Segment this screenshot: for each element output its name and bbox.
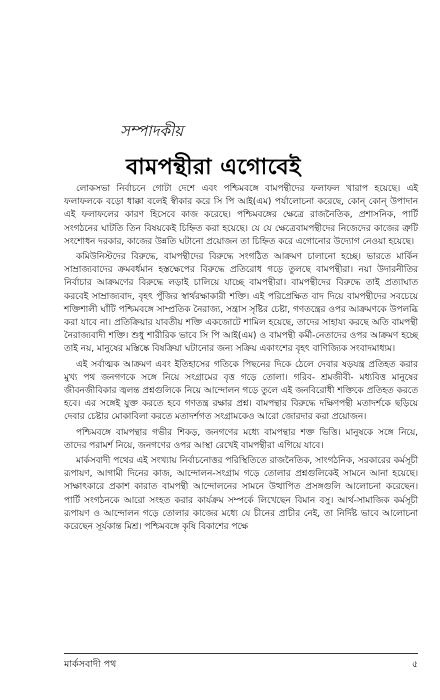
- editorial-title: বামপন্থীরা এগোবেই: [126, 155, 302, 180]
- section-kicker: সম্পাদকীয়: [120, 122, 184, 140]
- editorial-body: [64, 183, 418, 534]
- paragraph-4: পশ্চিমবঙ্গে বামপন্থার গভীর শিকড়, জনগণের মধ্যে বামপন্থার শক্ত ভিত্তি। মানুষকে সঙ্গে নিয়ে, তাদের পরামর্শ নিয়ে, জনগণের ওপর আস্থা রেখেই বামপন্থীরা এগিয়ে যাবে।: [64, 427, 418, 451]
- paragraph-3: এই সর্বাত্মক আক্রমণ এবং ইতিহাসের গতিকে পিছনের দিকে ঠেলে দেবার ষড়যন্ত্র প্রতিহত করার মুখ্য পথ জনগণকে সঙ্গে নিয়ে সংগ্রামের বৃত্ত গড়ে তোলা। গরিব- শ্রমজীবী- মধ্যবিত্ত মানুষের জীবনজীবিকার জ্বলন্ত প্রশ্নগুলিকে নিয়ে আন্দোলন গড়ে তুলে এই জনবিরোধী শক্তিকে প্রতিহত করতে হবে। এর সঙ্গেই যুক্ত করতে হবে গণতন্ত্র রক্ষার প্রশ্ন। বামপন্থার বিরুদ্ধে দক্ষিণপন্থী মতাদর্শকে ছড়িয়ে দেবার চেষ্টার মোকাবিলা করতে মতাদর্শগত সংগ্রামকেও আরো জোরদার করা প্রয়োজন।: [64, 359, 418, 423]
- page-number: ৫: [411, 659, 418, 670]
- paragraph-1: লোকসভা নির্বাচনে গোটা দেশে এবং পশ্চিমবঙ্গে বামপন্থীদের ফলাফল খারাপ হয়েছে। এই ফলাফলকে বড়ো ধাক্কা বলেই স্বীকার করে সি পি আই(এম) পর্যালোচনা করেছে, কোন্ কোন্ উপাদান এই ফলাফলের কারণ হিসেবে কাজ করেছে। পশ্চিমবঙ্গের ক্ষেত্রে রাজনৈতিক, প্রশাসনিক, পার্টি সংগঠনের ঘাটতি তিন বিষয়কেই চিহ্নিত করা হয়েছে। যে যে ক্ষেত্রেবামপন্থীদের নিজেদের কাজের ত্রুটি সংশোধন দরকার, কাজের উন্নতি ঘটানো প্রয়োজন তা চিহ্নিত করে এগোনোর উদ্যোগ নেওয়া হয়েছে।: [64, 184, 418, 247]
- paragraph-2: কমিউনিস্টদের বিরুদ্ধে, বামপন্থীদের বিরুদ্ধে সংগঠিত আক্রমণ চালানো হচ্ছে। ভারতে মার্কিন সাম্রাজ্যবাদের ক্রমবর্ধমান হস্তক্ষেপের বিরুদ্ধে প্রতিরোধ গড়ে তুলছে বামপন্থীরা। নয়া উদারনীতির নির্বাচার আক্রমণের বিরুদ্ধে লড়াই চালিয়ে যাচ্ছে বামপন্থীরা। বামপন্থীদের বিরুদ্ধে তাই প্রত্যাঘাত করবেই সাম্রাজ্যবাদ, বৃহৎ পুঁজির স্বার্থরক্ষাকারী শক্তি। এই পরিপ্রেক্ষিত বাদ দিয়ে বামপন্থীদের সবচেয়ে শক্তিশালী ঘাঁটি পশ্চিমবঙ্গে সাম্প্রতিক নৈরাজ্য, সন্ত্রাস সৃষ্টির চেষ্টা, গণতন্ত্রের ওপর আক্রমণকে উপলব্ধি করা যাবে না। প্রতিক্রিয়ার যাবতীয় শক্তি একজোটে শামিল হয়েছে, তাদের সাহায্য করছে অতি বামপন্থী নৈরাজ্যবাদী শক্তি। শুধু শারীরিক ভাবে সি পি আই(এম) ও বামপন্থী কর্মী-নেতাদের ওপর আক্রমণ হচ্ছে তাই নয়, মানুষের মস্তিষ্কে বিষক্রিয়া ঘটানোর জন্য সক্রিয় একাংশের বৃহৎ বাণিজ্যিক সংবাদমাধ্যম।: [64, 252, 418, 355]
- journal-name: মার্কসবাদী পথ: [64, 659, 117, 670]
- paragraph-5: মার্কসবাদী পথের এই সংখ্যায় নির্বাচনোত্তর পরিস্থিতিতে রাজনৈতিক, সাংগঠনিক, সরকারের কর্মসূচী রূপায়ণ, আগামী দিনের কাজ, আন্দোলন-সংগ্রাম গড়ে তোলার প্রশ্নগুলিকেই সামনে আনা হয়েছে। সাক্ষাৎকারে প্রকাশ কারাত বামপন্থী আন্দোলনের সামনে উত্থাপিত প্রসঙ্গগুলি আলোচনা করেছেন। পার্টি সংগঠনকে আরো সংহত করার কার্যক্রম সম্পর্কে লিখেছেন বিমান বসু। আর্থ-সামাজিক কর্মসূচী রূপায়ণ ও আন্দোলন গড়ে তোলার কাজের মধ্যে যে চীনের প্রাচীর নেই, তা নির্দিষ্ট ভাবে আলোচনা করেছেন সূর্যকান্ত মিশ্র। পশ্চিমবঙ্গে কৃষি বিকাশের পক্ষে: [64, 456, 418, 533]
- page-footer: [64, 653, 418, 672]
